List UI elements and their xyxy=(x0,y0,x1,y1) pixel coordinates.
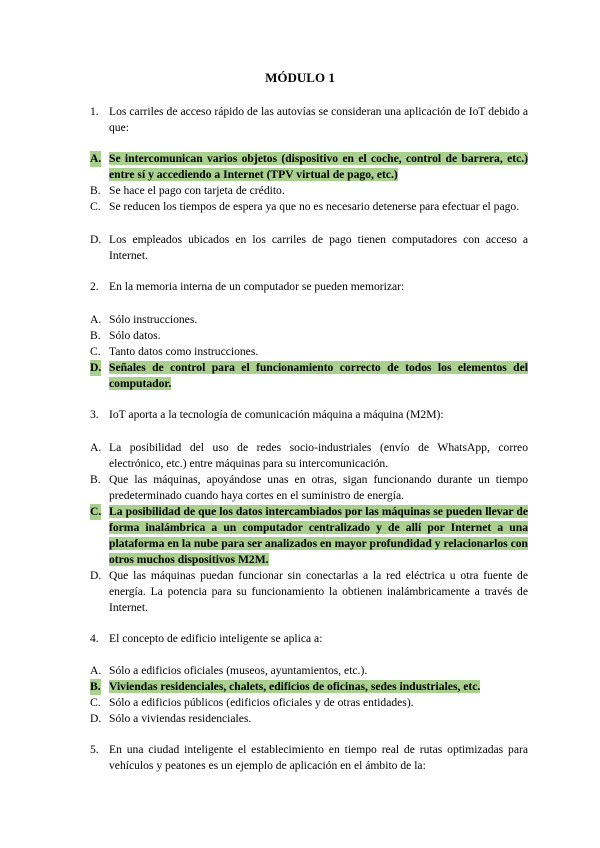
question-2 xyxy=(90,279,528,295)
option-text: Los empleados ubicados en los carriles de pago tienen computadores con acceso a Internet. xyxy=(109,233,528,262)
option-2b xyxy=(90,328,528,344)
option-2d-correct xyxy=(90,360,528,392)
option-2a xyxy=(90,312,528,328)
option-letter: B. xyxy=(90,329,101,342)
option-4a xyxy=(90,663,528,679)
option-text: Sólo a edificios oficiales (museos, ayuntamientos, etc.). xyxy=(109,664,368,677)
question-text: IoT aporta a la tecnología de comunicación máquina a máquina (M2M): xyxy=(109,408,444,421)
question-text: En una ciudad inteligente el establecimiento en tiempo real de rutas optimizadas para vehículos y peatones es un ejemplo de aplicación en el ámbito de la: xyxy=(109,743,528,772)
option-4d xyxy=(90,711,528,727)
option-letter: C. xyxy=(90,345,101,358)
option-letter: B. xyxy=(90,680,101,693)
option-3a xyxy=(90,440,528,472)
option-letter: D. xyxy=(90,361,102,374)
question-number: 5. xyxy=(90,743,99,756)
option-4c xyxy=(90,695,528,711)
option-letter: A. xyxy=(90,441,102,454)
option-3c-correct xyxy=(90,504,528,568)
option-letter: D. xyxy=(90,233,102,246)
option-text: Señales de control para el funcionamiento correcto de todos los elementos del computador. xyxy=(109,361,528,390)
option-letter: B. xyxy=(90,473,101,486)
option-1b xyxy=(90,183,528,199)
page-title: MÓDULO 1 xyxy=(265,70,335,85)
question-4 xyxy=(90,631,528,647)
option-letter: A. xyxy=(90,664,102,677)
option-3d xyxy=(90,568,528,616)
option-letter: D. xyxy=(90,712,102,725)
question-5 xyxy=(90,742,528,774)
question-text: Los carriles de acceso rápido de las autovías se consideran una aplicación de IoT debido a que: xyxy=(109,105,528,134)
option-3b xyxy=(90,472,528,504)
option-1a-correct xyxy=(90,151,528,183)
question-number: 1. xyxy=(90,105,99,118)
option-text: Se intercomunican varios objetos (dispositivo en el coche, control de barrera, etc.) entre sí y accediendo a Internet (TPV virtual de pago, etc.) xyxy=(109,152,528,181)
option-letter: C. xyxy=(90,505,102,518)
option-letter: D. xyxy=(90,569,102,582)
option-letter: A. xyxy=(90,313,102,326)
option-text: La posibilidad del uso de redes socio-industriales (envío de WhatsApp, correo electrónico, etc.) entre máquinas para su intercomunicación. xyxy=(109,441,528,470)
option-text: Se hace el pago con tarjeta de crédito. xyxy=(109,184,285,197)
option-1d xyxy=(90,232,528,264)
option-text: Viviendas residenciales, chalets, edificios de oficinas, sedes industriales, etc. xyxy=(109,680,481,693)
option-letter: B. xyxy=(90,184,101,197)
question-number: 3. xyxy=(90,408,99,421)
option-text: Tanto datos como instrucciones. xyxy=(109,345,259,358)
question-3 xyxy=(90,407,528,423)
question-1 xyxy=(90,104,528,136)
option-letter: A. xyxy=(90,152,102,165)
option-text: Sólo a viviendas residenciales. xyxy=(109,712,252,725)
option-text: Que las máquinas, apoyándose unas en otras, sigan funcionando durante un tiempo predeterminado cuando haya cortes en el suministro de energía. xyxy=(109,473,528,502)
option-text: Sólo instrucciones. xyxy=(109,313,198,326)
option-letter: C. xyxy=(90,200,101,213)
option-text: Se reducen los tiempos de espera ya que no es necesario detenerse para efectuar el pago. xyxy=(109,200,520,213)
option-1c xyxy=(90,199,528,215)
option-letter: C. xyxy=(90,696,101,709)
question-text: En la memoria interna de un computador se pueden memorizar: xyxy=(109,280,405,293)
option-text: La posibilidad de que los datos intercambiados por las máquinas se pueden llevar de forma inalámbrica a un computador centralizado y de allí por Internet a una plataforma en la nube para ser analizados en mayor profundidad y relacionarlos con otros muchos dispositivos M2M. xyxy=(109,505,528,566)
question-text: El concepto de edificio inteligente se aplica a: xyxy=(109,632,323,645)
option-text: Sólo a edificios públicos (edificios oficiales y de otras entidades). xyxy=(109,696,414,709)
option-2c xyxy=(90,344,528,360)
question-number: 4. xyxy=(90,632,99,645)
option-text: Sólo datos. xyxy=(109,329,161,342)
option-4b-correct xyxy=(90,679,528,695)
question-number: 2. xyxy=(90,280,99,293)
option-text: Que las máquinas puedan funcionar sin conectarlas a la red eléctrica u otra fuente de energía. La potencia para su funcionamiento la obtienen inalámbricamente a través de Internet. xyxy=(109,569,528,614)
